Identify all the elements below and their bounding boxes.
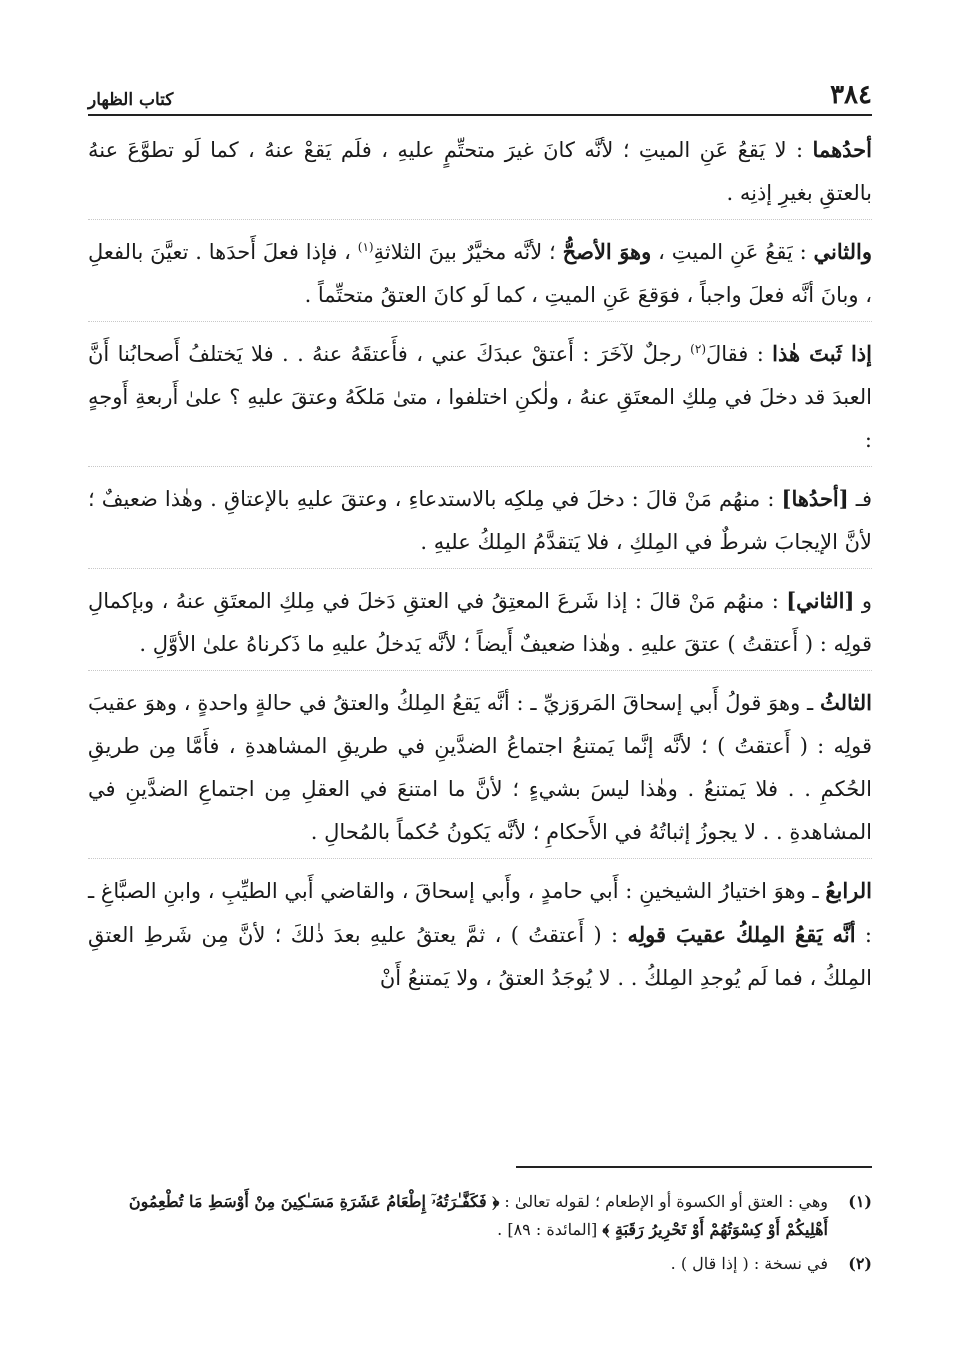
paragraph-lead: [أحدُها]	[781, 486, 849, 511]
paragraph-aspect-four	[88, 869, 872, 1004]
footnote-1	[88, 1188, 872, 1244]
quran-verse: ﴿ فَكَفَّـٰرَتُهُۥٓ إِطْعَامُ عَشَرَةِ مَسَـٰكِينَ مِنْ أَوْسَطِ مَا تُطْعِمُونَ أَهْلِيكُمْ أَوْ كِسْوَتُهُمْ أَوْ تَحْرِيرُ رَقَبَةٍ ﴾	[128, 1192, 828, 1239]
running-title: كتاب الظهار	[88, 90, 174, 110]
paragraph-text: : ( أَعتقتُ ) ، ثمَّ يعتقُ عليهِ بعدَ ذٰلكَ ؛ لأنَّ مِن شَرطِ العتقِ المِلكُ ، فما لَم يُوجدِ المِلكُ . . لا يُوجَدُ العتقُ ، ولا يَمتنعُ أَنْ	[88, 923, 872, 990]
paragraph-aspect-one	[88, 477, 872, 569]
paragraph-text: ـ وهوَ قولُ أَبي إسحاقَ المَروَزيِّ ـ : أنَّه يَقعُ المِلكُ والعتقُ في حالةٍ واحدةٍ ، وهوَ عقيبَ قولِه : ( أَعتقتُ ) ؛ لأنَّه إنَّما يَمتنعُ اجتماعُ الضدَّينِ في طريقِ المشاهدةِ ، فأَمَّا مِن طريقِ الحُكمِ . . فلا يَمتنعُ . وهٰذا ليسَ بشيءٍ ؛ لأنَّ ما امتنعَ في العقلِ مِن اجتماعِ الضدَّينِ في المشاهدةِ . . لا يجوزُ إثباتُهُ في الأَحكامِ ؛ لأنَّه يَكونُ حُكماً بالمُحالِ .	[88, 691, 872, 844]
paragraph-lead: الرابعُ	[825, 878, 872, 903]
footnote-text-part: [المائدة : ٨٩] .	[497, 1220, 603, 1239]
footnote-number: (٢)	[848, 1254, 872, 1273]
paragraph-aspect-two	[88, 579, 872, 671]
paragraph-text: ـ وهوَ اختيارُ الشيخينِ : أَبي حامدٍ ، وأَبي إسحاقَ ، والقاضي أَبي الطيِّبِ ، وابنِ الصبَّاغِ ـ :	[88, 879, 872, 947]
footnote-2	[88, 1250, 872, 1278]
paragraph-second-view	[88, 230, 872, 322]
footnote-reference-1[interactable]: (١)	[357, 240, 374, 254]
paragraph-prefix: و	[854, 589, 872, 613]
paragraph-text: ، فإذا فعلَ أَحدَها . تعيَّنَ بالفعلِ ، وبانَ أنَّه فعلَ واجباً ، فوَقعَ عَنِ الميتِ ، كما لَو كانَ العتقُ متحتِّماً .	[88, 240, 872, 307]
emphasis-text: وهوَ الأصحُّ	[562, 239, 652, 264]
paragraph-lead: الثالثُ	[820, 690, 872, 715]
paragraph-text: : منهُم مَنْ قالَ : إذا شَرعَ المعتِقُ في العتقِ دَخلَ في مِلكِ المعتَقِ عنهُ ، وبإكمالِ قولِه : ( أَعتقتُ ) عتقَ عليهِ . وهٰذا ضعيفٌ أَيضاً ؛ لأنَّه يَدخلُ عليهِ ما ذَكرناهُ علىٰ الأوَّلِ .	[88, 589, 872, 656]
emphasis-text: أنَّه يَقعُ المِلكُ عقيبَ قولِه	[627, 922, 856, 947]
main-text	[88, 128, 872, 1014]
footnotes	[88, 1188, 872, 1284]
footnote-reference-2[interactable]: (٢)	[690, 342, 706, 356]
paragraph-established	[88, 332, 872, 467]
paragraph-lead: إذا ثَبتَ هٰذا	[772, 341, 872, 366]
paragraph-prefix: فـ	[848, 487, 872, 511]
paragraph-lead: [الثاني]	[786, 588, 855, 613]
paragraph-lead: أحدُهما	[812, 137, 872, 162]
paragraph-text: ؛ لأنَّه مخيَّرٌ بينَ الثلاثةِ	[373, 240, 563, 264]
paragraph-lead: والثاني	[813, 239, 872, 264]
paragraph-aspect-three	[88, 681, 872, 859]
paragraph-text: : منهُم مَنْ قالَ : دخلَ في مِلكِه بالاستدعاءِ ، وعتقَ عليهِ بالإعتاقِ . وهٰذا ضعيفٌ ؛ لأنَّ الإيجابَ شرطٌ في المِلكِ ، فلا يَتقدَّمُ المِلكُ عليهِ .	[88, 487, 872, 554]
page-header	[88, 82, 872, 116]
footnote-text: في نسخة : ( إذا قال ) .	[670, 1254, 828, 1273]
footnote-divider	[516, 1166, 872, 1168]
paragraph-text: : يَقعُ عَنِ الميتِ ،	[651, 240, 814, 264]
footnote-text-part: وهي : العتق أو الكسوة أو الإطعام ؛ لقوله تعالىٰ :	[499, 1192, 828, 1211]
paragraph-text: : لا يَقعُ عَنِ الميتِ ؛ لأنَّه كانَ غيرَ متحتِّمٍ عليهِ ، فلَم يَقعْ عنهُ ، كما لَو تطوَّعَ عنهُ بالعتقِ بغيرِ إذنِه .	[88, 138, 872, 205]
footnote-number: (١)	[848, 1192, 872, 1211]
paragraph-first-view	[88, 128, 872, 220]
paragraph-text: رجلٌ لآخَرَ : أَعتقْ عبدَكَ عني ، فأَعتقَهُ عنهُ . . فلا يَختلفُ أَصحابُنا أَنَّ العبدَ قد دخلَ في مِلكِ المعتَقِ عنهُ ، ولٰكنِ اختلفوا ، متىٰ مَلكَهُ وعتقَ عليهِ ؟ علىٰ أَربعةِ أَوجهٍ :	[88, 342, 872, 452]
paragraph-text: : فقالَ	[706, 342, 773, 366]
page-number: ٣٨٤	[830, 80, 872, 110]
footnote-text	[88, 1188, 828, 1244]
